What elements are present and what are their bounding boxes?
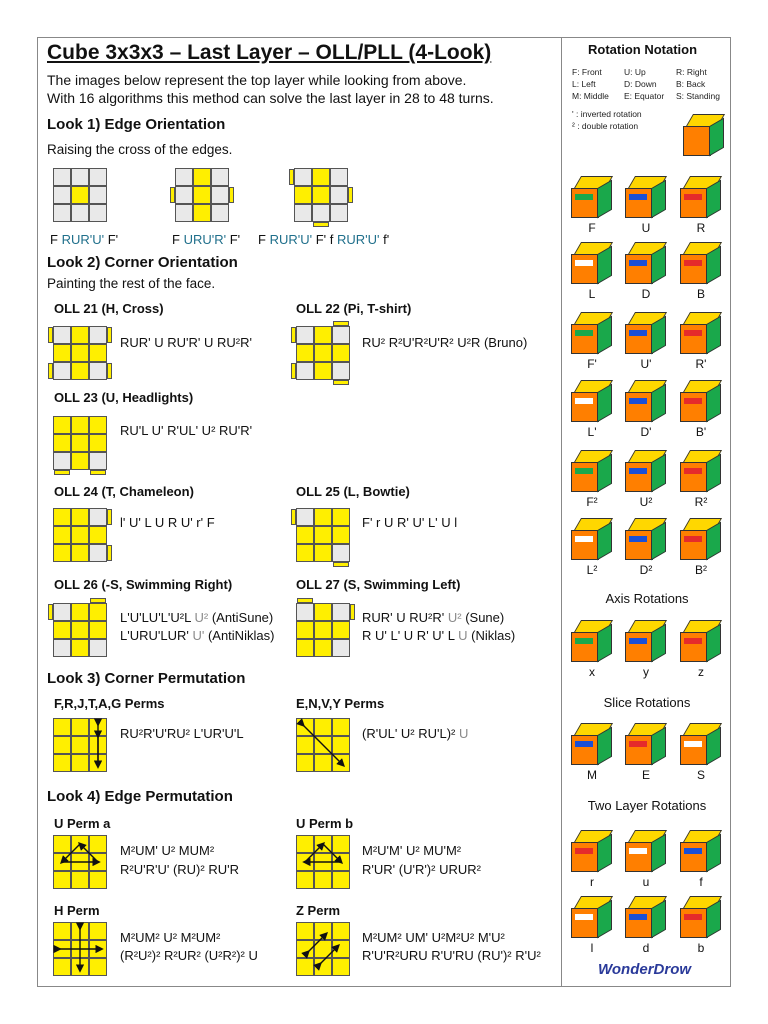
notation-col-3: R: Right B: Back S: Standing: [676, 67, 720, 101]
look1-alg-1: F RUR'U' F': [50, 232, 119, 247]
notation-label-1: U: [641, 221, 651, 235]
perm-frjtag-label: F,R,J,T,A,G Perms: [54, 696, 165, 711]
oll25-face: [296, 508, 350, 562]
look4-heading: Look 4) Edge Permutation: [47, 788, 233, 805]
intro-line-1: The images below represent the top layer while looking from above.: [47, 72, 467, 88]
oll23-face: [53, 416, 107, 470]
zperm-label: Z Perm: [296, 903, 341, 918]
perm-frjtag-alg: RU²R'U'RU² L'UR'U'L: [120, 726, 244, 741]
notation-col-1: F: Front L: Left M: Middle: [572, 67, 609, 101]
notation-label-6: F': [587, 357, 597, 371]
axis-2-label: z: [698, 665, 704, 679]
perm-envy-label: E,N,V,Y Perms: [296, 696, 385, 711]
oll27-alg-1: RUR' U RU²R' U² (Sune): [362, 610, 505, 625]
notation-cube-11: [680, 380, 722, 422]
zperm-alg-1: M²UM² UM' U²M²U² M'U²: [362, 930, 505, 945]
oll27-label: OLL 27 (S, Swimming Left): [296, 577, 461, 592]
notation-col-2: U: Up D: Down E: Equator: [624, 67, 665, 101]
notation-label-8: R': [695, 357, 707, 371]
slice-rotations-heading: Slice Rotations: [603, 695, 691, 710]
two-layer-2-cube: [680, 830, 722, 872]
oll27-face: [296, 603, 350, 657]
two-layer-3-cube: [571, 896, 613, 938]
oll22-alg: RU² R²U'R²U'R² U²R (Bruno): [362, 335, 528, 350]
hperm-face: [53, 922, 107, 976]
perm-envy-face: [296, 718, 350, 772]
look1-case-dot: [53, 168, 107, 222]
slice-1-label: E: [641, 768, 650, 782]
notation-cube-6: [571, 312, 613, 354]
oll26-face: [53, 603, 107, 657]
axis-0-cube: [571, 620, 613, 662]
uperm-a-alg-1: M²UM' U² MUM²: [120, 843, 215, 858]
oll24-alg: l' U' L U R U' r' F: [120, 515, 215, 530]
uperm-b-alg-1: M²U'M' U² MU'M²: [362, 843, 462, 858]
zperm-alg-2: R'U'R²URU R'U'RU (RU')² R'U²: [362, 948, 541, 963]
two-layer-4-cube: [625, 896, 667, 938]
notation-cube-16: [625, 518, 667, 560]
notation-cube-14: [680, 450, 722, 492]
notation-cube-0: [571, 176, 613, 218]
notation-cube-7: [625, 312, 667, 354]
two-layer-rotations-heading: Two Layer Rotations: [587, 798, 707, 813]
notation-label-14: R²: [694, 495, 708, 509]
notation-notes: ' : inverted rotation ² : double rotation: [572, 109, 642, 131]
notation-label-2: R: [696, 221, 706, 235]
notation-cube-15: [571, 518, 613, 560]
look2-heading: Look 2) Corner Orientation: [47, 254, 238, 271]
notation-cube-12: [571, 450, 613, 492]
notation-cube-2: [680, 176, 722, 218]
oll21-face: [53, 326, 107, 380]
axis-0-label: x: [589, 665, 595, 679]
notation-label-12: F²: [586, 495, 598, 509]
notation-label-0: F: [588, 221, 596, 235]
look2-subtitle: Painting the rest of the face.: [47, 276, 216, 291]
look1-subtitle: Raising the cross of the edges.: [47, 142, 233, 157]
two-layer-2-label: f: [699, 875, 703, 889]
uperm-b-alg-2: R'UR' (U'R')² URUR²: [362, 862, 481, 877]
notation-cube-13: [625, 450, 667, 492]
notation-label-3: L: [588, 287, 596, 301]
oll22-face: [296, 326, 350, 380]
oll25-label: OLL 25 (L, Bowtie): [296, 484, 410, 499]
uperm-a-alg-2: R²U'R'U' (RU)² RU'R: [120, 862, 239, 877]
slice-1-cube: [625, 723, 667, 765]
notation-label-13: U²: [639, 495, 653, 509]
two-layer-1-cube: [625, 830, 667, 872]
notation-cube-5: [680, 242, 722, 284]
oll22-label: OLL 22 (Pi, T-shirt): [296, 301, 412, 316]
notation-cube-17: [680, 518, 722, 560]
axis-1-label: y: [643, 665, 649, 679]
rotation-notation-title: Rotation Notation: [588, 42, 698, 57]
uperm-a-label: U Perm a: [54, 816, 111, 831]
oll27-alg-2: R U' L' U R' U' L U (Niklas): [362, 628, 516, 643]
notation-cube-9: [571, 380, 613, 422]
oll21-alg: RUR' U RU'R' U RU²R': [120, 335, 252, 350]
perm-envy-alg: (R'UL' U² RU'L)² U: [362, 726, 469, 741]
perm-frjtag-face: [53, 718, 107, 772]
two-layer-0-cube: [571, 830, 613, 872]
notation-label-9: L': [587, 425, 597, 439]
uperm-b-label: U Perm b: [296, 816, 354, 831]
notation-label-15: L²: [586, 563, 598, 577]
look3-heading: Look 3) Corner Permutation: [47, 670, 246, 687]
hperm-label: H Perm: [54, 903, 100, 918]
hperm-alg-2: (R²U²)² R²UR² (U²R²)² U: [120, 948, 258, 963]
look1-heading: Look 1) Edge Orientation: [47, 116, 226, 133]
reference-cube: [683, 114, 725, 156]
two-layer-0-label: r: [590, 875, 594, 889]
two-layer-4-label: d: [642, 941, 650, 955]
notation-cube-10: [625, 380, 667, 422]
brand-logo: WonderDrow: [598, 961, 692, 978]
notation-label-17: B²: [695, 563, 707, 577]
notation-label-7: U': [640, 357, 652, 371]
hperm-alg-1: M²UM² U² M²UM²: [120, 930, 221, 945]
notation-label-16: D²: [639, 563, 653, 577]
axis-rotations-heading: Axis Rotations: [605, 591, 689, 606]
page-title: Cube 3x3x3 – Last Layer – OLL/PLL (4-Look): [47, 41, 492, 64]
notation-cube-3: [571, 242, 613, 284]
uperm-a-face: [53, 835, 107, 889]
oll26-alg-1: L'U'LU'L'U²L U² (AntiSune): [120, 610, 274, 625]
notation-label-11: B': [695, 425, 707, 439]
uperm-b-face: [296, 835, 350, 889]
oll25-alg: F' r U R' U' L' U l: [362, 515, 458, 530]
slice-2-label: S: [696, 768, 705, 782]
notation-label-5: B: [696, 287, 705, 301]
two-layer-5-label: b: [697, 941, 705, 955]
oll24-label: OLL 24 (T, Chameleon): [54, 484, 194, 499]
notation-label-4: D: [641, 287, 651, 301]
notation-cube-8: [680, 312, 722, 354]
slice-2-cube: [680, 723, 722, 765]
look1-alg-3: F RUR'U' F' f RUR'U' f': [258, 232, 390, 247]
axis-1-cube: [625, 620, 667, 662]
two-layer-3-label: l: [590, 941, 594, 955]
intro-line-2: With 16 algorithms this method can solve the last layer in 28 to 48 turns.: [47, 90, 494, 106]
look1-case-line: [175, 168, 229, 222]
oll26-alg-2: L'URU'LUR' U' (AntiNiklas): [120, 628, 275, 643]
column-divider: [561, 37, 562, 987]
two-layer-1-label: u: [642, 875, 650, 889]
look1-case-l: [294, 168, 348, 222]
axis-2-cube: [680, 620, 722, 662]
notation-cube-1: [625, 176, 667, 218]
two-layer-5-cube: [680, 896, 722, 938]
notation-cube-4: [625, 242, 667, 284]
slice-0-label: M: [587, 768, 597, 782]
oll23-label: OLL 23 (U, Headlights): [54, 390, 194, 405]
slice-0-cube: [571, 723, 613, 765]
zperm-face: [296, 922, 350, 976]
look1-alg-2: F URU'R' F': [172, 232, 241, 247]
oll26-label: OLL 26 (-S, Swimming Right): [54, 577, 233, 592]
notation-label-10: D': [640, 425, 652, 439]
oll23-alg: RU'L U' R'UL' U² RU'R': [120, 423, 253, 438]
oll21-label: OLL 21 (H, Cross): [54, 301, 164, 316]
oll24-face: [53, 508, 107, 562]
